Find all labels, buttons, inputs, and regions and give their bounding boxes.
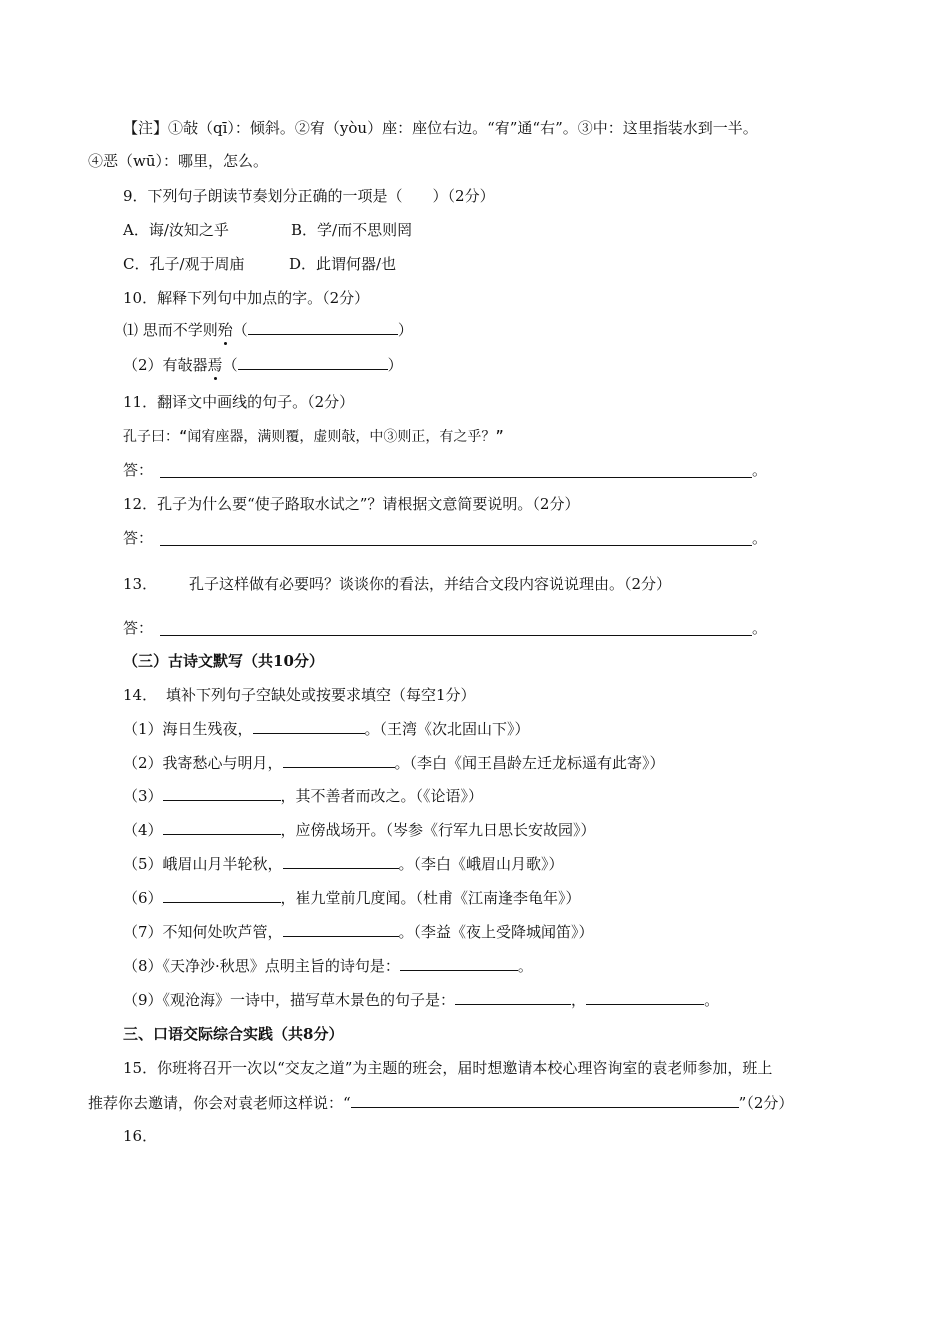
q14-item-9-post: 。 bbox=[704, 991, 720, 1009]
q14-item-7 bbox=[123, 922, 594, 942]
q14-item-7-pre: （7）不知何处吹芦管， bbox=[123, 923, 283, 941]
q10-item-1-dotted-char: 殆 bbox=[217, 321, 233, 339]
q9-option-a: A．诲/汝知之乎 bbox=[123, 221, 229, 239]
q15-line-2 bbox=[88, 1093, 793, 1113]
q13-answer-end: 。 bbox=[752, 619, 768, 637]
q15-line-2-post: ”（2分） bbox=[738, 1094, 794, 1112]
q12-answer-label: 答： bbox=[123, 529, 154, 547]
q10-item-2-open: （ bbox=[222, 356, 238, 374]
q14-item-1-blank[interactable] bbox=[253, 719, 365, 734]
q14-item-4-pre: （4） bbox=[123, 821, 163, 839]
q14-item-9-blank-2[interactable] bbox=[586, 990, 704, 1005]
q13-number: 13． bbox=[123, 575, 158, 593]
q14-item-8-post: 。 bbox=[517, 957, 533, 975]
q12-answer-line[interactable] bbox=[160, 545, 752, 546]
q14-item-8-pre: （8）《天净沙·秋思》点明主旨的诗句是： bbox=[123, 957, 400, 975]
q11-stem: 11．翻译文中画线的句子。（2分） bbox=[123, 393, 355, 411]
q14-item-6-post: ，崔九堂前几度闻。（杜甫《江南逢李龟年》） bbox=[280, 889, 581, 907]
q15-line-2-pre: 推荐你去邀请，你会对袁老师这样说：“ bbox=[88, 1094, 351, 1112]
q10-item-2-dotted-char: 焉 bbox=[207, 356, 223, 374]
q14-item-1-post: 。（王湾《次北固山下》） bbox=[364, 720, 530, 738]
q14-item-5 bbox=[123, 854, 564, 874]
q10-item-1-open: （ bbox=[232, 321, 248, 339]
q14-number: 14． bbox=[123, 686, 158, 704]
q14-item-3-blank[interactable] bbox=[163, 786, 281, 801]
q13-answer-label: 答： bbox=[123, 619, 154, 637]
q14-item-3-post: ，其不善者而改之。（《论语》） bbox=[280, 787, 484, 805]
q14-item-7-post: 。（李益《夜上受降城闻笛》） bbox=[398, 923, 594, 941]
part-3-title: 三、口语交际综合实践（共8分） bbox=[123, 1025, 344, 1043]
q14-item-1-pre: （1）海日生残夜， bbox=[123, 720, 253, 738]
q14-item-5-pre: （5）峨眉山月半轮秋， bbox=[123, 855, 283, 873]
q10-item-2-text: （2）有敧器 bbox=[123, 356, 208, 374]
q12-stem: 12．孔子为什么要“使子路取水试之”？请根据文意简要说明。（2分） bbox=[123, 495, 580, 513]
q10-stem: 10．解释下列句中加点的字。（2分） bbox=[123, 289, 370, 307]
q14-item-6-blank[interactable] bbox=[163, 888, 281, 903]
q14-item-4-post: ，应傍战场开。（岑参《行军九日思长安故园》） bbox=[280, 821, 596, 839]
q14-stem: 填补下列句子空缺处或按要求填空（每空1分） bbox=[166, 686, 476, 704]
q14-item-2-post: 。（李白《闻王昌龄左迁龙标遥有此寄》） bbox=[394, 754, 665, 772]
q11-answer-label: 答： bbox=[123, 461, 154, 479]
q10-item-1-close: ） bbox=[397, 321, 413, 339]
note-line-2: ④恶（wū）：哪里，怎么。 bbox=[88, 152, 269, 170]
q10-item-2 bbox=[123, 355, 403, 375]
q15-answer-blank[interactable] bbox=[351, 1093, 739, 1108]
q13-answer-line[interactable] bbox=[160, 635, 752, 636]
q9-option-b: B．学/而不思则罔 bbox=[291, 221, 413, 239]
q10-item-1-blank[interactable] bbox=[248, 320, 398, 335]
q14-item-1 bbox=[123, 719, 530, 739]
q11-answer-line[interactable] bbox=[160, 477, 752, 478]
q13-stem: 孔子这样做有必要吗？谈谈你的看法，并结合文段内容说说理由。（2分） bbox=[189, 575, 672, 593]
q14-item-6 bbox=[123, 888, 581, 908]
section-3-title: （三）古诗文默写（共10分） bbox=[123, 652, 324, 670]
q14-item-3 bbox=[123, 786, 483, 806]
q9-stem: 9．下列句子朗读节奏划分正确的一项是（ ）（2分） bbox=[123, 187, 495, 205]
q11-answer-end: 。 bbox=[752, 461, 768, 479]
q14-item-5-blank[interactable] bbox=[283, 854, 399, 869]
q12-answer-end: 。 bbox=[752, 529, 768, 547]
q15-line-1: 15．你班将召开一次以“交友之道”为主题的班会，届时想邀请本校心理咨询室的袁老师参加，班上 bbox=[123, 1059, 773, 1077]
q14-item-2 bbox=[123, 753, 665, 773]
q14-item-8-blank[interactable] bbox=[400, 956, 518, 971]
q10-item-2-close: ） bbox=[387, 356, 403, 374]
q11-quote: 孔子曰：“闻宥座器，满则覆，虚则敧，中③则正，有之乎？” bbox=[123, 429, 504, 445]
q14-item-9-mid: ， bbox=[571, 991, 587, 1009]
q14-item-9-blank-1[interactable] bbox=[455, 990, 571, 1005]
q9-option-c: C．孔子/观于周庙 bbox=[123, 255, 245, 273]
q14-item-9 bbox=[123, 990, 719, 1010]
q14-item-3-pre: （3） bbox=[123, 787, 163, 805]
q14-item-7-blank[interactable] bbox=[283, 922, 399, 937]
q16-number: 16． bbox=[123, 1127, 158, 1145]
q14-item-2-blank[interactable] bbox=[283, 753, 395, 768]
q14-item-8 bbox=[123, 956, 533, 976]
q14-item-2-pre: （2）我寄愁心与明月， bbox=[123, 754, 283, 772]
q14-item-4 bbox=[123, 820, 596, 840]
q14-item-6-pre: （6） bbox=[123, 889, 163, 907]
q10-item-1-text: ⑴ 思而不学则 bbox=[123, 321, 218, 339]
q10-item-1 bbox=[123, 320, 413, 340]
q14-item-9-pre: （9）《观沧海》一诗中，描写草木景色的句子是： bbox=[123, 991, 456, 1009]
q14-item-5-post: 。（李白《峨眉山月歌》） bbox=[398, 855, 564, 873]
q14-item-4-blank[interactable] bbox=[163, 820, 281, 835]
note-line-1: 【注】①敧（qī）：倾斜。②宥（yòu）座：座位右边。“宥”通“右”。③中：这里指装水到一半。 bbox=[123, 119, 758, 137]
q10-item-2-blank[interactable] bbox=[238, 355, 388, 370]
q9-option-d: D．此谓何器/也 bbox=[289, 255, 397, 273]
